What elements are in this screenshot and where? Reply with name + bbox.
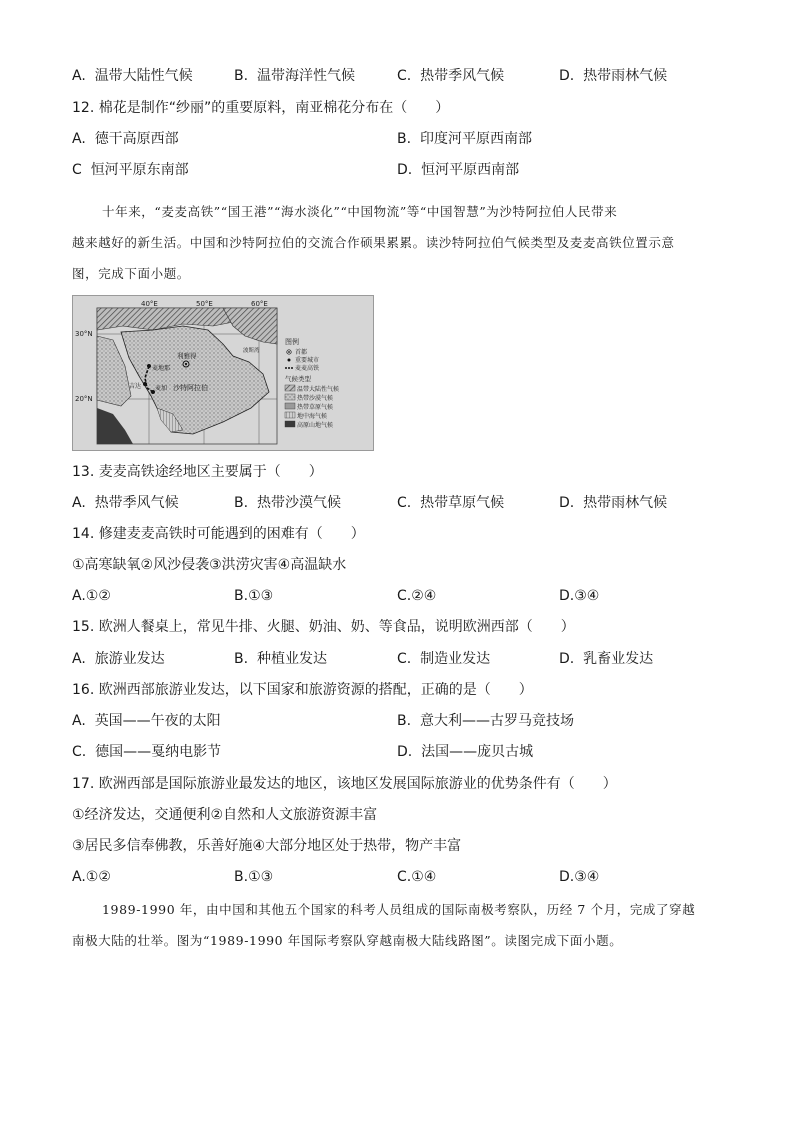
q12-stem: 12. 棉花是制作“纱丽”的重要原料，南亚棉花分布在（ ） [72, 100, 450, 116]
q16-option-c: C. 德国——戛纳电影节 [72, 744, 222, 760]
map-svg [73, 296, 373, 450]
q11-option-d: D. 热带雨林气候 [559, 68, 668, 84]
legend-city: 重要城市 [295, 357, 320, 364]
q16-stem: 16. 欧洲西部旅游业发达，以下国家和旅游资源的搭配，正确的是（ ） [72, 682, 533, 698]
label-jeddah: 吉达 [129, 383, 142, 390]
legend-capital: 首都 [295, 349, 308, 356]
climate-item-1: 温带大陆性气候 [297, 386, 340, 393]
q12-option-d: D. 恒河平原西南部 [397, 162, 520, 178]
q17-items-line-2: ③居民多信奉佛教，乐善好施④大部分地区处于热带，物产丰富 [72, 838, 462, 854]
legend-capital-dot [288, 351, 290, 353]
climate-swatch-4 [285, 412, 295, 418]
city-jeddah-symbol [143, 382, 147, 386]
climate-swatch-1 [285, 385, 295, 391]
climate-item-2: 热带沙漠气候 [297, 395, 334, 402]
q15-option-b: B. 种植业发达 [234, 651, 327, 667]
label-riyadh: 利雅得 [177, 352, 197, 360]
label-saudi-arabia: 沙特阿拉伯 [173, 384, 208, 392]
q14-items: ①高寒缺氧②风沙侵袭③洪涝灾害④高温缺水 [72, 557, 347, 573]
passage1-line-1: 十年来，“麦麦高铁”“国王港”“海水淡化”“中国物流”等“中国智慧”为沙特阿拉伯人民带来 [102, 204, 618, 219]
q15-option-d: D. 乳畜业发达 [559, 651, 654, 667]
q13-option-d: D. 热带雨林气候 [559, 495, 668, 511]
q12-option-a: A. 德干高原西部 [72, 131, 179, 147]
q13-stem: 13. 麦麦高铁途经地区主要属于（ ） [72, 464, 323, 480]
q14-stem: 14. 修建麦麦高铁时可能遇到的困难有（ ） [72, 526, 365, 542]
q17-stem: 17. 欧洲西部是国际旅游业最发达的地区，该地区发展国际旅游业的优势条件有（ ） [72, 776, 617, 792]
q14-option-c: C.②④ [397, 588, 437, 604]
capital-riyadh-dot [185, 363, 187, 365]
q14-option-a: A.①② [72, 588, 111, 604]
climate-item-5: 高原山地气候 [297, 422, 334, 429]
q13-option-a: A. 热带季风气候 [72, 495, 179, 511]
q15-option-c: C. 制造业发达 [397, 651, 491, 667]
q14-option-d: D.③④ [559, 588, 600, 604]
q17-option-a: A.①② [72, 869, 111, 885]
legend-title: 图例 [285, 338, 299, 346]
label-50e: 50°E [196, 300, 213, 308]
label-40e: 40°E [141, 300, 158, 308]
passage2-line-2: 南极大陆的壮举。图为“1989-1990 年国际考察队穿越南极大陆线路图”。读图完成下面小题。 [72, 933, 623, 948]
saudi-climate-map [72, 295, 374, 451]
climate-swatch-2 [285, 394, 295, 400]
label-60e: 60°E [251, 300, 268, 308]
q15-option-a: A. 旅游业发达 [72, 651, 165, 667]
q13-option-c: C. 热带草原气候 [397, 495, 505, 511]
climate-title: 气候类型 [285, 375, 311, 383]
q17-option-b: B.①③ [234, 869, 274, 885]
climate-item-3: 热带草原气候 [297, 404, 334, 411]
label-20n: 20°N [75, 395, 93, 403]
climate-swatch-5 [285, 421, 295, 427]
q16-option-a: A. 英国——午夜的太阳 [72, 713, 221, 729]
q16-option-d: D. 法国——庞贝古城 [397, 744, 534, 760]
q12-option-c: C 恒河平原东南部 [72, 162, 189, 178]
q15-stem: 15. 欧洲人餐桌上，常见牛排、火腿、奶油、奶、等食品，说明欧洲西部（ ） [72, 619, 575, 635]
q17-option-d: D.③④ [559, 869, 600, 885]
climate-swatch-3 [285, 403, 295, 409]
climate-item-4: 地中海气候 [297, 413, 328, 420]
label-mecca: 麦加 [155, 385, 168, 392]
label-medina: 麦地那 [152, 365, 171, 372]
passage1-line-3: 图，完成下面小题。 [72, 266, 190, 281]
q17-items-line-1: ①经济发达，交通便利②自然和人文旅游资源丰富 [72, 807, 378, 823]
q11-option-b: B. 温带海洋性气候 [234, 68, 355, 84]
q12-option-b: B. 印度河平原西南部 [397, 131, 532, 147]
passage1-line-2: 越来越好的新生活。中国和沙特阿拉伯的交流合作硕果累累。读沙特阿拉伯气候类型及麦麦高铁位置示意 [72, 235, 675, 250]
q17-option-c: C.①④ [397, 869, 437, 885]
legend-railway: 麦麦高铁 [295, 365, 320, 372]
legend-city-symbol [288, 359, 291, 362]
q14-option-b: B.①③ [234, 588, 274, 604]
passage2-line-1: 1989-1990 年，由中国和其他五个国家的科考人员组成的国际南极考察队，历经 7 个月，完成了穿越 [102, 902, 696, 917]
q11-option-a: A. 温带大陆性气候 [72, 68, 193, 84]
label-persian-gulf: 波斯湾 [243, 348, 260, 354]
city-medina-symbol [147, 364, 151, 368]
label-30n: 30°N [75, 330, 93, 338]
q16-option-b: B. 意大利——古罗马竞技场 [397, 713, 574, 729]
q13-option-b: B. 热带沙漠气候 [234, 495, 341, 511]
q11-option-c: C. 热带季风气候 [397, 68, 505, 84]
